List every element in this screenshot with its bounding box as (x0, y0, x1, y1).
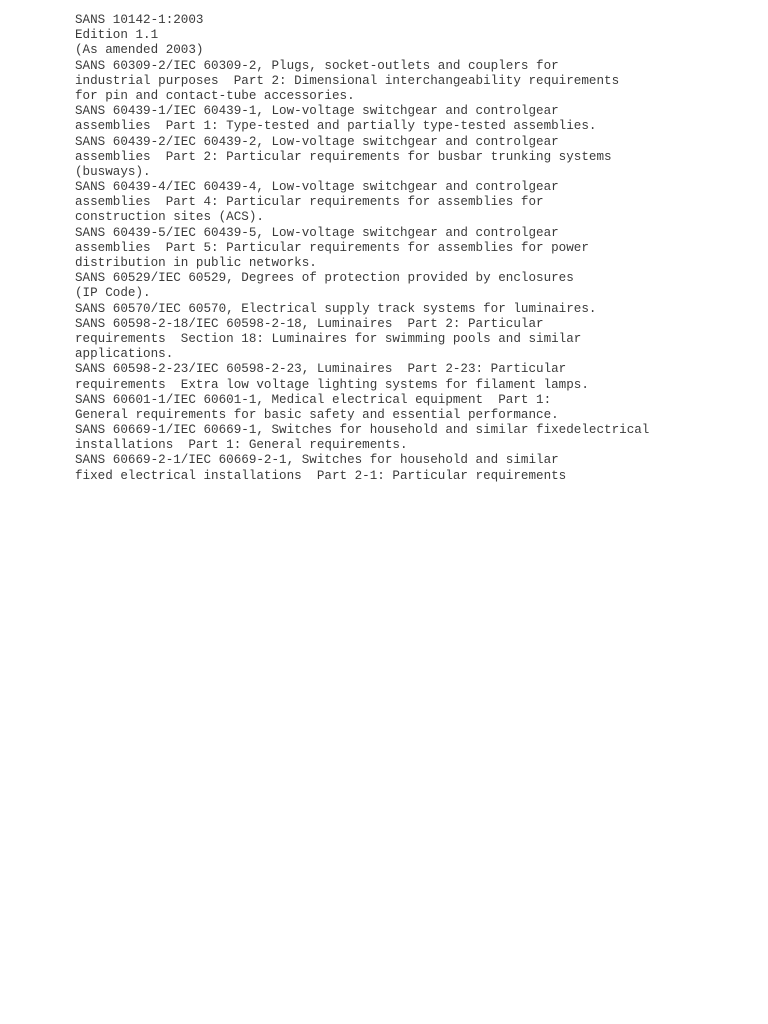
doc-line: SANS 60598-2-18/IEC 60598-2-18, Luminaires Part 2: Particular (75, 316, 544, 331)
doc-line: SANS 60439-4/IEC 60439-4, Low-voltage switchgear and controlgear (75, 180, 559, 195)
doc-line: assemblies Part 1: Type-tested and partially type-tested assemblies. (75, 119, 597, 134)
doc-line: SANS 60439-5/IEC 60439-5, Low-voltage switchgear and controlgear (75, 225, 559, 240)
doc-line: assemblies Part 4: Particular requirements for assemblies for (75, 195, 544, 210)
doc-line: General requirements for basic safety and essential performance. (75, 407, 559, 422)
doc-line: distribution in public networks. (75, 256, 317, 270)
doc-line: SANS 60439-1/IEC 60439-1, Low-voltage switchgear and controlgear (75, 104, 559, 119)
doc-line: SANS 60529/IEC 60529, Degrees of protection provided by enclosures (75, 271, 574, 286)
doc-line: (busways). (75, 164, 151, 179)
doc-line: installations Part 1: General requirements. (75, 438, 408, 453)
doc-line: SANS 60309-2/IEC 60309-2, Plugs, socket-outlets and couplers for (75, 58, 559, 73)
doc-line: (IP Code). (75, 286, 151, 301)
doc-line: SANS 60669-2-1/IEC 60669-2-1, Switches for household and similar (75, 453, 559, 468)
doc-line-standard-number: SANS 10142-1:2003 (75, 13, 204, 27)
doc-line: for pin and contact-tube accessories. (75, 88, 355, 103)
doc-line: SANS 60439-2/IEC 60439-2, Low-voltage switchgear and controlgear (75, 134, 559, 149)
doc-line: requirements Extra low voltage lighting systems for filament lamps. (75, 377, 589, 392)
doc-line-edition: Edition 1.1 (75, 28, 159, 43)
doc-line: SANS 60601-1/IEC 60601-1, Medical electrical equipment Part 1: (75, 392, 552, 407)
doc-line: requirements Section 18: Luminaires for swimming pools and similar (75, 331, 582, 346)
document-text-block (75, 13, 755, 484)
doc-line: SANS 60669-1/IEC 60669-1, Switches for household and similar fixedelectrical (75, 423, 650, 438)
doc-line: construction sites (ACS). (75, 210, 264, 225)
doc-line: assemblies Part 5: Particular requirements for assemblies for power (75, 240, 589, 255)
doc-line: SANS 60570/IEC 60570, Electrical supply track systems for luminaires. (75, 301, 597, 316)
doc-line-amendment: (As amended 2003) (75, 43, 204, 58)
doc-line: fixed electrical installations Part 2-1: Particular requirements (75, 468, 574, 483)
doc-line: assemblies Part 2: Particular requirements for busbar trunking systems (75, 149, 612, 164)
doc-line: industrial purposes Part 2: Dimensional interchangeability requirements (75, 73, 620, 88)
doc-line: SANS 60598-2-23/IEC 60598-2-23, Luminaires Part 2-23: Particular (75, 362, 567, 377)
doc-line: applications. (75, 347, 174, 362)
